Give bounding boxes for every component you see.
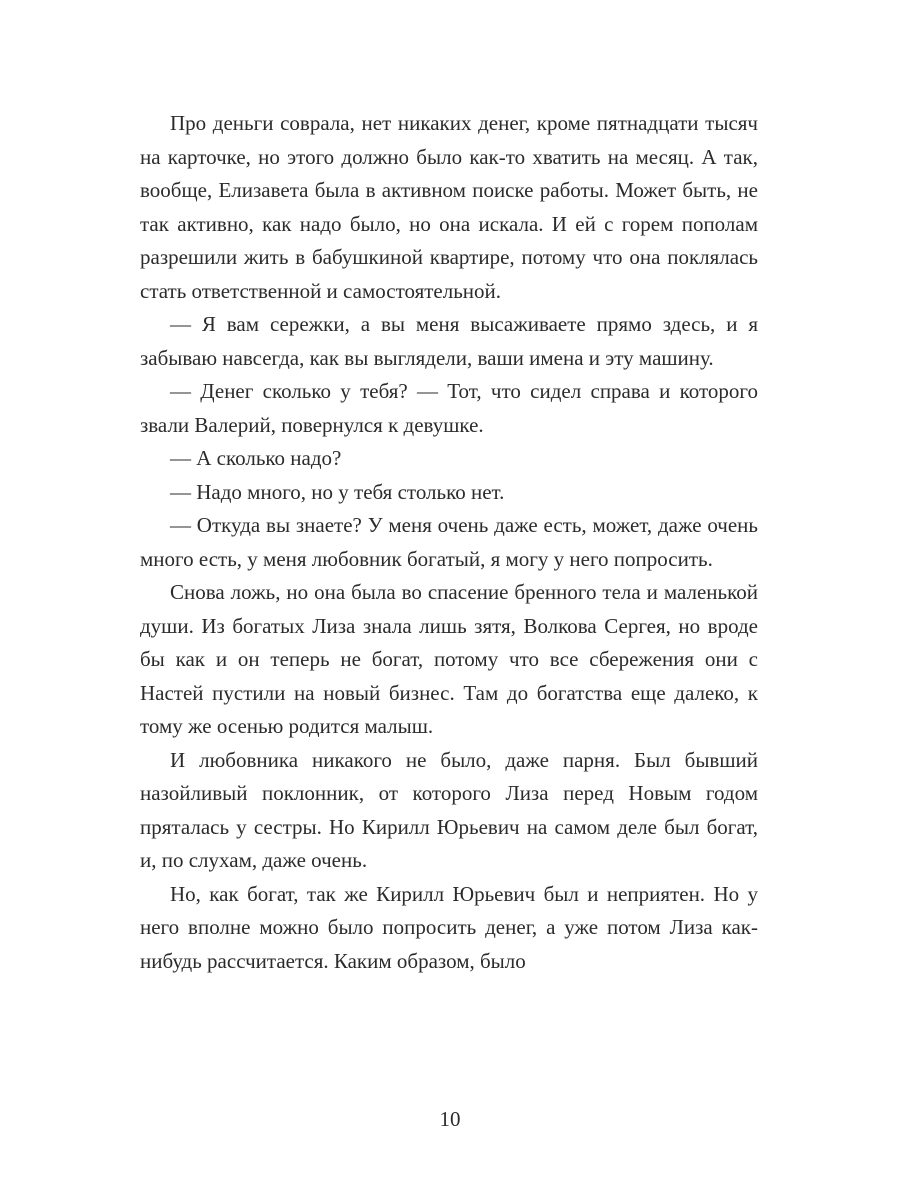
paragraph: И любовника никакого не было, даже парня. Был бывший назойливый поклонник, от которого Лиза перед Новым годом пряталась у сестры. Но Кирилл Юрьевич на самом деле был богат, и, по слухам, даже очень. <box>140 747 758 872</box>
page-number: 10 <box>439 1107 461 1131</box>
paragraph: Про деньги соврала, нет никаких денег, кроме пятнадцати тысяч на карточке, но этого должно было как-то хватить на месяц. А так, вообще, Елизавета была в активном поиске работы. Может быть, не так активно, как надо было, но она искала. И ей с горем пополам разрешили жить в бабушкиной квартире, потому что она поклялась стать ответственной и самостоятельной. <box>140 111 758 303</box>
paragraph: Снова ложь, но она была во спасение бренного тела и маленькой души. Из богатых Лиза знала лишь зятя, Волкова Сергея, но вроде бы как и он теперь не богат, потому что все сбережения они с Настей пустили на новый бизнес. Там до богатства еще далеко, к тому же осенью родится малыш. <box>140 580 758 738</box>
paragraph: — Откуда вы знаете? У меня очень даже есть, может, даже очень много есть, у меня любовник богатый, я могу у него попросить. <box>140 513 758 571</box>
body-text <box>140 107 758 978</box>
paragraph: — А сколько надо? <box>170 446 342 470</box>
paragraph: — Я вам сережки, а вы меня высаживаете прямо здесь, и я забываю навсегда, как вы выглядели, ваши имена и эту машину. <box>140 312 758 370</box>
paragraph: — Надо много, но у тебя столько нет. <box>170 479 505 504</box>
paragraph: — Денег сколько у тебя? — Тот, что сидел справа и которого звали Валерий, повернулся к девушке. <box>140 379 758 437</box>
paragraph: Но, как богат, так же Кирилл Юрьевич был и неприятен. Но у него вполне можно было попросить денег, а уже потом Лиза как-нибудь рассчитается. Каким образом, было <box>140 881 758 973</box>
